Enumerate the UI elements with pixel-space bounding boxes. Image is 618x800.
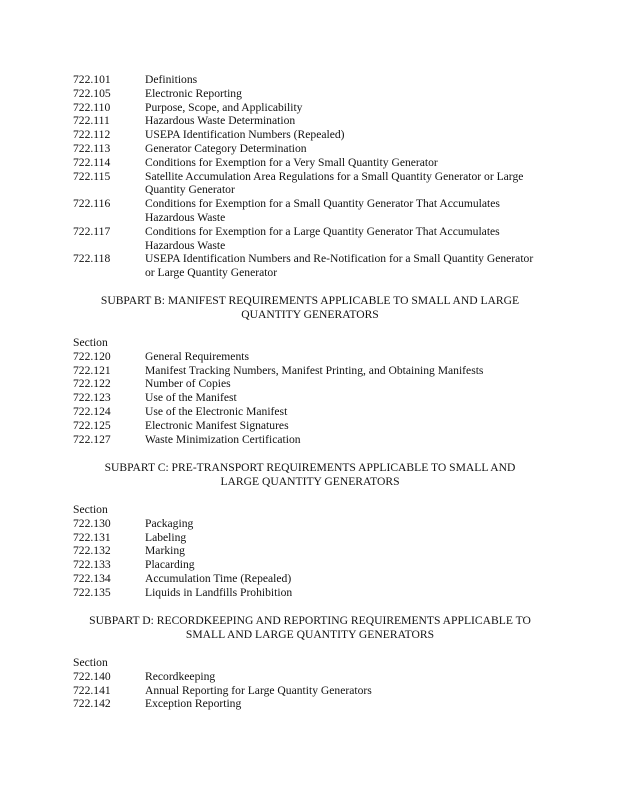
section-number: 722.110 xyxy=(73,100,111,114)
section-title: Use of the Electronic Manifest xyxy=(145,404,288,418)
section-number: 722.120 xyxy=(73,349,111,363)
list-item xyxy=(73,73,540,87)
section-number: 722.125 xyxy=(73,418,111,432)
section-title: Electronic Manifest Signatures xyxy=(145,418,289,432)
section-title: Labeling xyxy=(145,530,187,544)
section-number: 722.122 xyxy=(73,377,111,391)
section-number: 722.124 xyxy=(73,404,111,418)
subpart-b-section-list xyxy=(73,336,540,446)
section-title: Marking xyxy=(145,544,185,558)
section-title: Recordkeeping xyxy=(145,669,216,683)
section-title: Packaging xyxy=(145,516,194,530)
section-number: 722.133 xyxy=(73,558,111,572)
list-item xyxy=(73,364,540,378)
section-number: 722.112 xyxy=(73,128,111,142)
section-number: 722.101 xyxy=(73,73,111,86)
section-title: Annual Reporting for Large Quantity Generators xyxy=(145,683,372,697)
list-item xyxy=(73,405,540,419)
list-item xyxy=(73,670,540,684)
subpart-b-heading-line-1: SUBPART B: MANIFEST REQUIREMENTS APPLICABLE TO SMALL AND LARGE xyxy=(100,294,520,307)
section-title: USEPA Identification Numbers and Re-Notification for a Small Quantity Generator or Large Quantity Generator xyxy=(145,252,534,280)
subpart-d-heading-line-2: SMALL AND LARGE QUANTITY GENERATORS xyxy=(185,627,435,641)
section-number: 722.105 xyxy=(73,86,111,100)
section-title: Satellite Accumulation Area Regulations for a Small Quantity Generator or Large Quantity Generator xyxy=(145,169,524,197)
section-column-label: Section xyxy=(73,656,108,669)
section-number: 722.134 xyxy=(73,571,111,585)
list-item xyxy=(73,128,540,142)
section-title: Electronic Reporting xyxy=(145,86,242,100)
list-item xyxy=(73,170,540,198)
section-number: 722.142 xyxy=(73,697,111,711)
list-item xyxy=(73,586,540,600)
section-title: Manifest Tracking Numbers, Manifest Printing, and Obtaining Manifests xyxy=(145,363,484,377)
list-item xyxy=(73,697,540,711)
subpart-c-section-list xyxy=(73,503,540,600)
section-title: Generator Category Determination xyxy=(145,141,307,155)
section-title: Liquids in Landfills Prohibition xyxy=(145,585,293,599)
section-column-label: Section xyxy=(73,503,108,516)
section-title: General Requirements xyxy=(145,349,249,363)
section-number: 722.117 xyxy=(73,224,111,238)
list-item xyxy=(73,433,540,447)
list-item xyxy=(73,225,540,253)
list-item xyxy=(73,572,540,586)
subpart-c-heading-line-2: LARGE QUANTITY GENERATORS xyxy=(220,474,400,488)
subpart-d-heading xyxy=(60,614,560,642)
list-item xyxy=(73,114,540,128)
section-number: 722.114 xyxy=(73,155,111,169)
subpart-b-heading xyxy=(60,294,560,322)
section-number: 722.115 xyxy=(73,169,111,183)
section-title: Exception Reporting xyxy=(145,697,242,711)
subpart-b-heading-line-2: QUANTITY GENERATORS xyxy=(241,307,379,321)
section-number: 722.130 xyxy=(73,516,111,530)
subpart-c-heading xyxy=(60,461,560,489)
section-number: 722.127 xyxy=(73,432,111,446)
list-item xyxy=(73,377,540,391)
section-number: 722.113 xyxy=(73,141,111,155)
section-number: 722.141 xyxy=(73,683,111,697)
subpart-d-section-list xyxy=(73,656,540,711)
section-title: Number of Copies xyxy=(145,377,231,391)
section-number: 722.123 xyxy=(73,391,111,405)
list-item xyxy=(73,101,540,115)
section-number: 722.132 xyxy=(73,544,111,558)
section-number: 722.140 xyxy=(73,669,111,683)
section-number: 722.118 xyxy=(73,252,111,266)
section-title: Conditions for Exemption for a Large Quantity Generator That Accumulates Hazardous Waste xyxy=(145,224,500,252)
section-number: 722.135 xyxy=(73,585,111,599)
list-item xyxy=(73,156,540,170)
list-item xyxy=(73,391,540,405)
section-number: 722.121 xyxy=(73,363,111,377)
subpart-c-heading-line-1: SUBPART C: PRE-TRANSPORT REQUIREMENTS APPLICABLE TO SMALL AND xyxy=(104,461,516,474)
section-title: Conditions for Exemption for a Very Small Quantity Generator xyxy=(145,155,438,169)
section-title: Conditions for Exemption for a Small Quantity Generator That Accumulates Hazardous Waste xyxy=(145,197,500,224)
list-item xyxy=(73,419,540,433)
list-item xyxy=(73,142,540,156)
section-number: 722.116 xyxy=(73,197,111,211)
list-item xyxy=(73,350,540,364)
subpart-a-section-list xyxy=(73,73,540,280)
subpart-d-heading-line-1: SUBPART D: RECORDKEEPING AND REPORTING REQUIREMENTS APPLICABLE TO xyxy=(89,614,531,627)
list-item xyxy=(73,558,540,572)
list-item xyxy=(73,87,540,101)
list-item xyxy=(73,517,540,531)
list-item xyxy=(73,252,540,280)
section-title: Purpose, Scope, and Applicability xyxy=(145,100,303,114)
section-title: USEPA Identification Numbers (Repealed) xyxy=(145,128,345,142)
list-item xyxy=(73,684,540,698)
section-title: Placarding xyxy=(145,558,195,572)
list-item xyxy=(73,197,540,225)
section-title: Waste Minimization Certification xyxy=(145,432,301,446)
section-number: 722.111 xyxy=(73,114,110,128)
section-title: Definitions xyxy=(145,73,198,86)
section-number: 722.131 xyxy=(73,530,111,544)
section-title: Hazardous Waste Determination xyxy=(145,114,296,128)
list-item xyxy=(73,544,540,558)
section-title: Use of the Manifest xyxy=(145,391,237,405)
list-item xyxy=(73,531,540,545)
section-column-label: Section xyxy=(73,336,108,349)
section-title: Accumulation Time (Repealed) xyxy=(145,571,292,585)
